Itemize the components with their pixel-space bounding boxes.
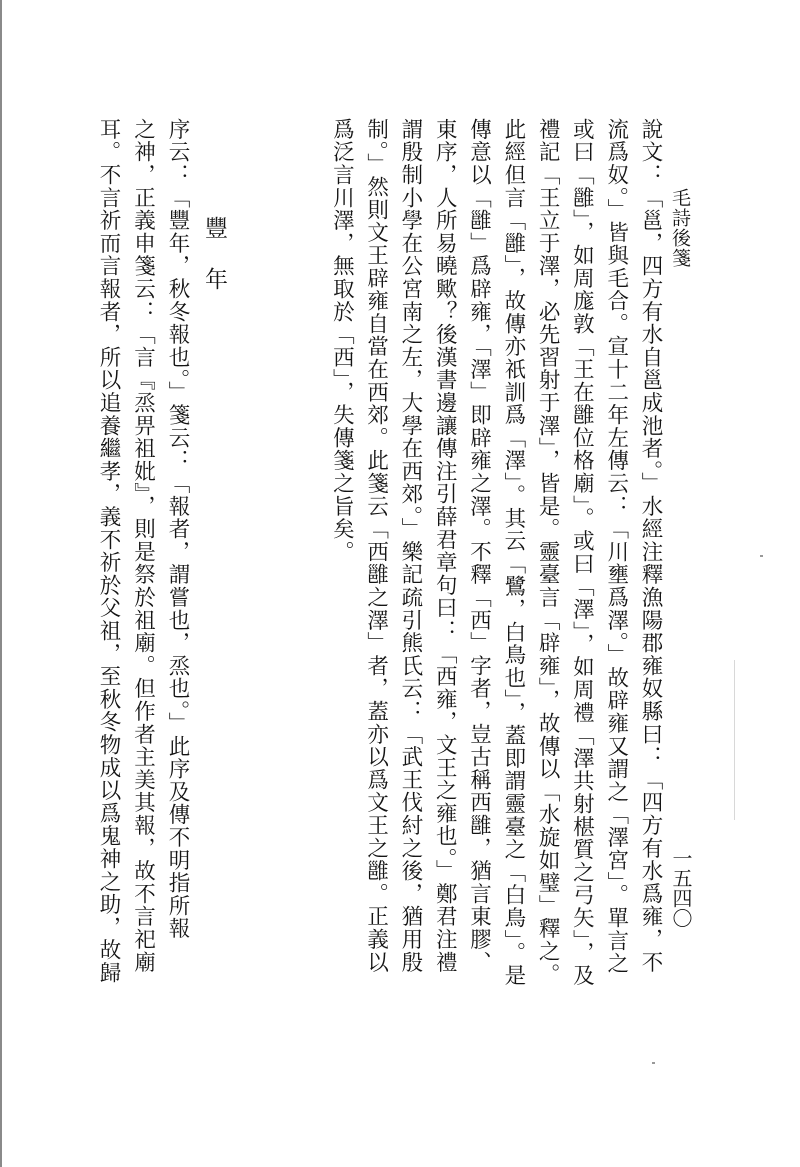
text-column: 爲泛言川澤，無取於「西」，失傳箋之旨矣。: [329, 118, 355, 564]
text-column: 謂殷制小學在公宮南之左，大學在西郊。」樂記疏引熊氏云：「武王伐紂之後，猶用殷: [397, 118, 423, 974]
running-header-title: 毛詩後箋: [669, 188, 691, 268]
text-column: 禮記「王立于澤，必先習射于澤」，皆是。靈臺言「辟雍」，故傳以「水旋如璧」釋之。: [535, 118, 561, 986]
page-edge-rule: [0, 0, 2, 1167]
text-column: 序云：「豐年，秋冬報也。」箋云：「報者，謂嘗也，烝也。」此序及傳不明指所報: [165, 118, 190, 941]
faint-margin-line: [734, 660, 735, 820]
text-column: 流爲奴。」皆與毛合。宣十二年左傳云：「川壅爲澤。」故辟雍又謂之「澤宮」。單言之: [603, 118, 629, 975]
text-column: 傳意以「雝」爲辟雍，「澤」即辟雍之澤。不釋「西」字者，豈古稱西雝，猶言東膠、: [466, 118, 492, 974]
commentary-text-block: [243, 118, 667, 1018]
text-column: 之神，正義申箋云：「言『烝畀祖妣』，則是祭於祖廟。但作者主美其報，故不言祀廟: [130, 118, 156, 974]
section-heading: 豐年: [201, 216, 227, 318]
text-column: 東序，人所易曉歟？後漢書邊讓傳注引薛君章句曰：「西雍，文王之雍也。」鄭君注禮: [432, 118, 458, 974]
text-column: 此經但言「雝」，故傳亦祇訓爲「澤」。其云「鷺，白鳥也」，蓋即謂靈臺之「白鳥」。是: [500, 118, 526, 987]
text-column: 耳。不言祈而言報者，所以追養繼孝，義不祈於父祖，至秋冬物成以爲鬼神之助，故歸: [96, 118, 121, 985]
text-column: 或曰「雝」，如周庬敦「王在雝位格廟」。或曰「澤」，如周禮「澤共射椹質之弓矢」，及: [569, 118, 595, 987]
section-text-block: [96, 118, 194, 1018]
text-column: 制。」然則文王辟雍自當在西郊。此箋云「西雝之澤」者，蓋亦以爲文王之雝。正義以: [363, 118, 389, 974]
page-number: 一五四〇: [669, 848, 693, 928]
text-column: 說文：「邕，四方有水自邕成池者。」水經注釋漁陽郡雍奴縣曰：「四方有水爲雍，不: [638, 118, 663, 974]
scan-speck: [652, 1062, 655, 1064]
scan-speck: [760, 555, 763, 557]
